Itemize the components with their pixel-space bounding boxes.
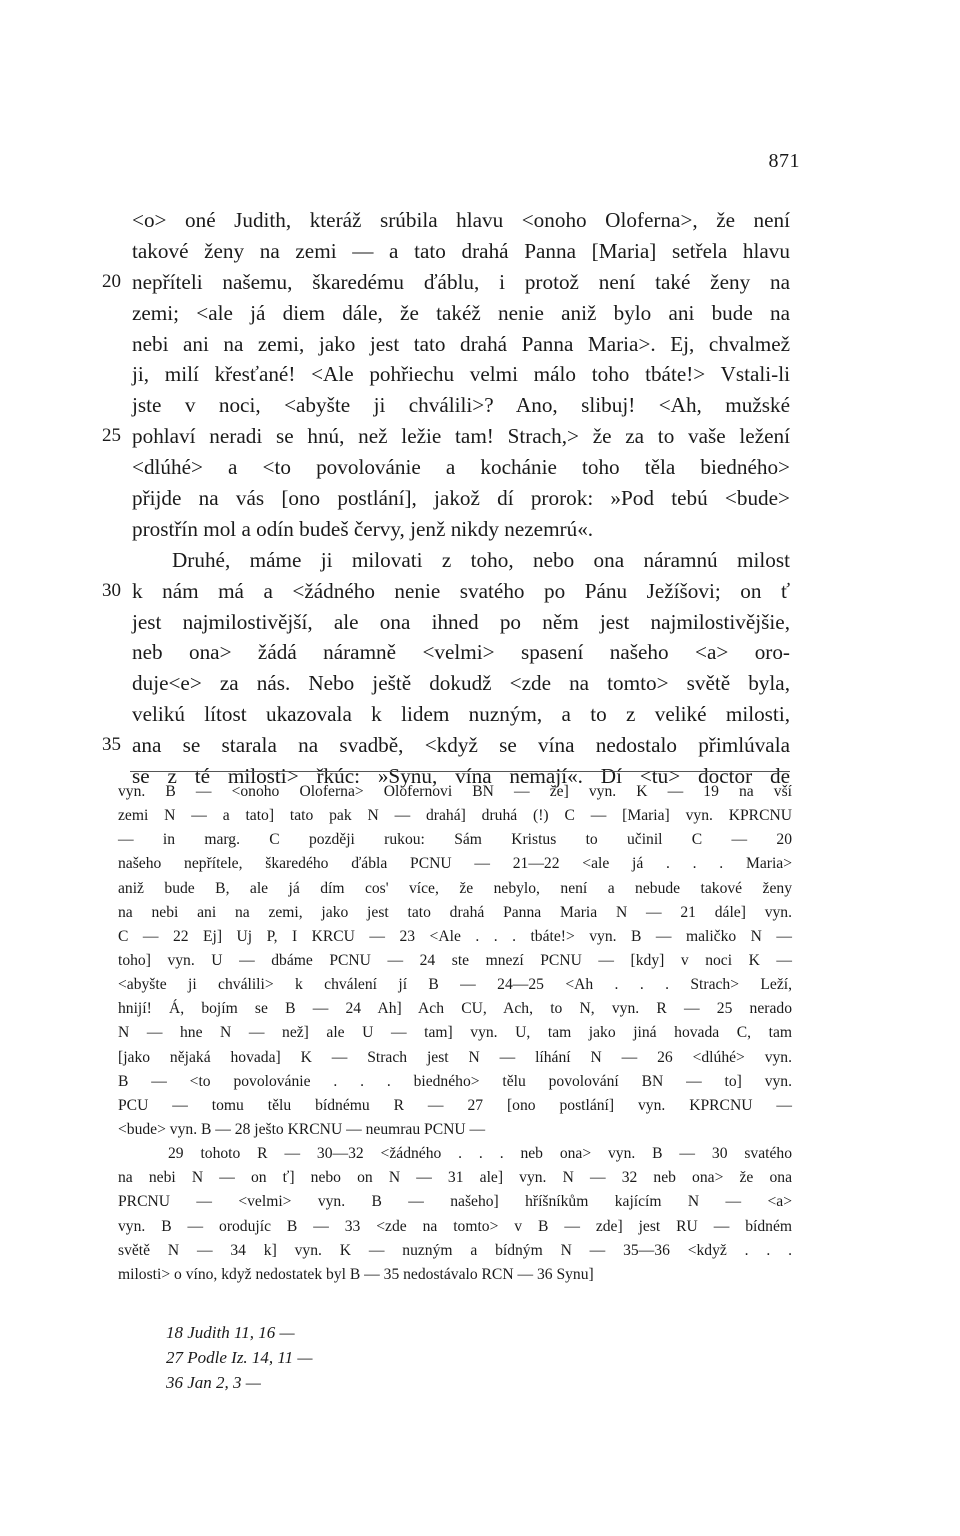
apparatus-line (118, 1239, 792, 1263)
apparatus-line (118, 1021, 792, 1045)
text-line (102, 359, 790, 390)
apparatus-line (118, 780, 792, 804)
apparatus-line (118, 1166, 792, 1190)
critical-apparatus (118, 780, 792, 1287)
line-text: takové ženy na zemi — a tato drahá Panna [Maria] setřela hlavu (132, 238, 790, 263)
line-text: jest najmilostivější, ale ona ihned po něm jest najmilostivějšie, (132, 609, 790, 634)
apparatus-line (118, 1046, 792, 1070)
line-text: prostřín mol a odín budeš červy, jenž nikdy nezemrú«. (132, 516, 594, 541)
line-text: pohlaví neradi se hnú, než ležie tam! Strach,> že za to vaše ležení (132, 424, 790, 449)
apparatus-line (118, 1070, 792, 1094)
apparatus-line (118, 1190, 792, 1214)
source-reference: 36 Jan 2, 3 — (166, 1373, 261, 1392)
apparatus-line (118, 828, 792, 852)
apparatus-text: PCU — tomu tělu bídnému R — 27 [ono postlání] vyn. KPRCNU — (118, 1096, 792, 1114)
text-line (102, 576, 790, 607)
apparatus-text: <bude> vyn. B — 28 ješto KRCNU — neumrau PCNU — (118, 1120, 486, 1138)
apparatus-line (118, 1094, 792, 1118)
apparatus-text: N — hne N — než] ale U — tam] vyn. U, tam jako jiná hovada C, tam (118, 1024, 792, 1042)
apparatus-text: toho] vyn. U — dbáme PCNU — 24 ste mnezí PCNU — [kdy] v noci K — (118, 951, 792, 969)
apparatus-text: — in marg. C později rukou: Sám Kristus to učinil C — 20 (118, 831, 792, 849)
apparatus-text: <abyšte ji chválili> k chválení jí B — 24—25 <Ah . . . Strach> Leží, (118, 976, 792, 994)
line-text: Druhé, máme ji milovati z toho, nebo ona náramnú milost (172, 547, 790, 572)
line-number: 25 (102, 425, 121, 447)
apparatus-text: [jako nějaká hovada] K — Strach jest N — líhání N — 26 <dlúhé> vyn. (118, 1048, 792, 1066)
page-number: 871 (768, 150, 800, 172)
footnote-divider (130, 771, 790, 772)
apparatus-text: zemi N — a tato] tato pak N — drahá] druhá (!) C — [Maria] vyn. KPRCNU (118, 807, 792, 825)
apparatus-line (118, 949, 792, 973)
apparatus-line (118, 804, 792, 828)
line-text: <dlúhé> a <to povolovánie a kochánie toho těla biedného> (132, 455, 790, 480)
apparatus-text: milosti> o víno, když nedostatek byl B — 35 nedostávalo RCN — 36 Synu] (118, 1265, 594, 1283)
line-number: 30 (102, 579, 121, 601)
text-line (102, 668, 790, 699)
apparatus-text: C — 22 Ej] Uj P, I KRCU — 23 <Ale . . . tbáte!> vyn. B — maličko N — (118, 927, 792, 945)
line-text: se z té milosti> řkúc: »Synu, vína nemají«. Dí <tu> doctor de (132, 764, 790, 789)
apparatus-line (118, 1215, 792, 1239)
text-line (102, 514, 790, 545)
apparatus-text: na nebi N — on ť] nebo on N — 31 ale] vyn. N — 32 neb ona> že ona (118, 1169, 792, 1187)
text-line (102, 390, 790, 421)
apparatus-line (118, 877, 792, 901)
text-line (102, 205, 790, 236)
source-references (166, 1320, 313, 1395)
apparatus-line (118, 901, 792, 925)
line-text: k nám má a <žádného nenie svatého po Pánu Ježíšovi; on ť (132, 578, 790, 603)
apparatus-text: na nebi ani na zemi, jako jest tato drahá Panna Maria N — 21 dále] vyn. (118, 903, 792, 921)
apparatus-text: hnijí! Á, bojím se B — 24 Ah] Ach CU, Ach, to N, vyn. R — 25 nerado (118, 1000, 792, 1018)
line-text: ji, milí křesťané! <Ale pohřiechu velmi málo toho tbáte!> Vstali-li (132, 362, 790, 387)
line-text: ana se starala na svadbě, <když se vína nedostalo přimlúvala (132, 733, 790, 758)
apparatus-line (118, 1263, 792, 1287)
apparatus-line (118, 1142, 792, 1166)
line-text: zemi; <ale já diem dále, že takéž nenie aniž bylo ani bude na (132, 300, 790, 325)
text-line (102, 329, 790, 360)
line-text: přijde na vás [ono postlání], jakož dí prorok: »Pod tebú <bude> (132, 486, 790, 511)
line-text: jste v noci, <abyšte ji chválili>? Ano, slibuj! <Ah, mužské (132, 393, 790, 418)
line-text: duje<e> za nás. Nebo ještě dokudž <zde na tomto> světě byla, (132, 671, 790, 696)
line-text: neb ona> žádá náramně <velmi> spasení našeho <a> oro- (132, 640, 790, 665)
text-line (102, 298, 790, 329)
text-line (102, 637, 790, 668)
apparatus-text: PRCNU — <velmi> vyn. B — našeho] hříšníkům kajícím N — <a> (118, 1193, 792, 1211)
text-line (102, 730, 790, 761)
apparatus-line (118, 925, 792, 949)
text-line (102, 607, 790, 638)
apparatus-text: světě N — 34 k] vyn. K — nuzným a bídným N — 35—36 <když . . . (118, 1241, 792, 1259)
source-reference: 27 Podle Iz. 14, 11 — (166, 1348, 313, 1367)
text-line (102, 699, 790, 730)
apparatus-line (118, 997, 792, 1021)
line-text: nepříteli našemu, škaredému ďáblu, i protož není také ženy na (132, 269, 790, 294)
text-line (102, 452, 790, 483)
line-text: nebi ani na zemi, jako jest tato drahá Panna Maria>. Ej, chvalmež (132, 331, 790, 356)
apparatus-text: našeho nepřítele, škaredého ďábla PCNU — 21—22 <ale já . . . Maria> (118, 855, 792, 873)
apparatus-line (118, 1118, 792, 1142)
text-line (102, 483, 790, 514)
apparatus-text: B — <to povolovánie . . . biedného> tělu povolování BN — to] vyn. (118, 1072, 792, 1090)
line-number: 35 (102, 734, 121, 756)
main-text (102, 205, 790, 792)
line-text: <o> oné Judith, kteráž srúbila hlavu <onoho Oloferna>, že není (132, 208, 790, 232)
line-number: 20 (102, 270, 121, 292)
apparatus-line (118, 852, 792, 876)
apparatus-line (118, 973, 792, 997)
text-line (102, 236, 790, 267)
text-line (102, 545, 790, 576)
line-text: velikú lítost ukazovala k lidem nuzným, a to z veliké milosti, (132, 702, 790, 727)
apparatus-text: aniž bude B, ale já dím cos' více, že nebylo, není a nebude takové ženy (118, 879, 792, 897)
text-line (102, 421, 790, 452)
apparatus-text: vyn. B — <onoho Oloferna> Olofernovi BN — že] vyn. K — 19 na vší (118, 783, 792, 800)
apparatus-text: 29 tohoto R — 30—32 <žádného . . . neb ona> vyn. B — 30 svatého (168, 1145, 792, 1163)
source-reference: 18 Judith 11, 16 — (166, 1323, 295, 1342)
text-line (102, 267, 790, 298)
apparatus-text: vyn. B — orodujíc B — 33 <zde na tomto> v B — zde] jest RU — bídném (118, 1217, 792, 1235)
